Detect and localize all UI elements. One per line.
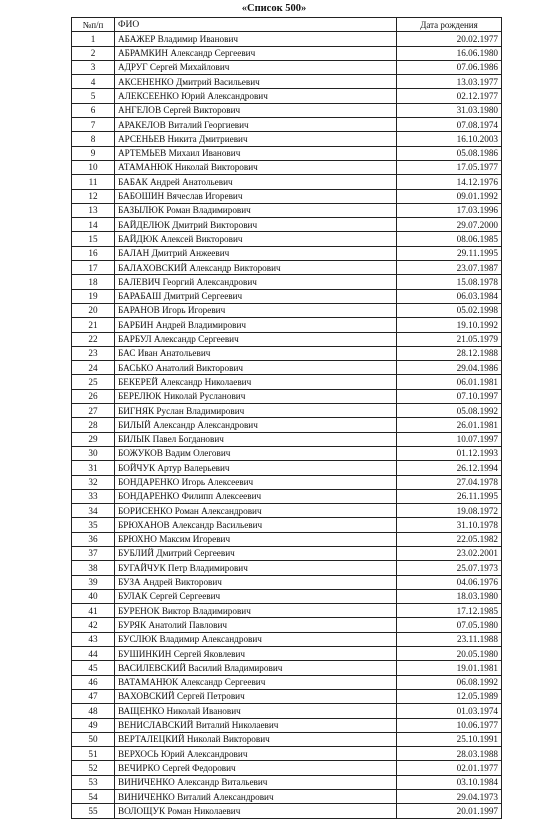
row-birth-date: 14.12.1976	[397, 175, 502, 189]
row-full-name: ВАЩЕНКО Николай Иванович	[115, 704, 397, 718]
table-row	[72, 475, 502, 489]
row-number: 50	[72, 732, 115, 746]
row-number: 40	[72, 589, 115, 603]
row-full-name: БАРБУЛ Александр Сергеевич	[115, 332, 397, 346]
row-birth-date: 31.10.1978	[397, 518, 502, 532]
table-row	[72, 303, 502, 317]
table-row	[72, 689, 502, 703]
row-full-name: ВЕРТАЛЕЦКИЙ Николай Викторович	[115, 732, 397, 746]
table-row	[72, 160, 502, 174]
row-full-name: ВИНИЧЕНКО Виталий Александрович	[115, 790, 397, 804]
row-birth-date: 23.11.1988	[397, 632, 502, 646]
row-number: 9	[72, 146, 115, 160]
column-header-number: №п/п	[72, 18, 115, 32]
row-birth-date: 27.04.1978	[397, 475, 502, 489]
row-number: 48	[72, 704, 115, 718]
row-birth-date: 01.03.1974	[397, 704, 502, 718]
row-number: 17	[72, 261, 115, 275]
table-row	[72, 604, 502, 618]
row-full-name: БУЗА Андрей Викторович	[115, 575, 397, 589]
row-number: 39	[72, 575, 115, 589]
row-number: 19	[72, 289, 115, 303]
row-number: 54	[72, 790, 115, 804]
table-row	[72, 289, 502, 303]
row-number: 33	[72, 489, 115, 503]
row-full-name: БОРИСЕНКО Роман Александрович	[115, 504, 397, 518]
row-full-name: АРСЕНЬЕВ Никита Дмитриевич	[115, 132, 397, 146]
row-number: 27	[72, 404, 115, 418]
row-number: 29	[72, 432, 115, 446]
row-birth-date: 17.03.1996	[397, 203, 502, 217]
row-birth-date: 23.02.2001	[397, 546, 502, 560]
table-row	[72, 232, 502, 246]
row-full-name: БРЮХНО Максим Игоревич	[115, 532, 397, 546]
row-full-name: БАС Иван Анатольевич	[115, 346, 397, 360]
row-number: 21	[72, 318, 115, 332]
row-birth-date: 10.06.1977	[397, 718, 502, 732]
table-row	[72, 103, 502, 117]
table-row	[72, 432, 502, 446]
row-full-name: БОЙЧУК Артур Валерьевич	[115, 461, 397, 475]
row-full-name: БОНДАРЕНКО Игорь Алексеевич	[115, 475, 397, 489]
row-full-name: АБРАМКИН Александр Сергеевич	[115, 46, 397, 60]
table-row	[72, 618, 502, 632]
row-full-name: БАЛАХОВСКИЙ Александр Викторович	[115, 261, 397, 275]
row-birth-date: 05.08.1992	[397, 404, 502, 418]
row-birth-date: 29.04.1986	[397, 361, 502, 375]
row-birth-date: 21.05.1979	[397, 332, 502, 346]
row-number: 11	[72, 175, 115, 189]
person-list-table	[71, 17, 502, 819]
row-full-name: БРЮХАНОВ Александр Васильевич	[115, 518, 397, 532]
row-birth-date: 16.10.2003	[397, 132, 502, 146]
row-full-name: БАРБИН Андрей Владимирович	[115, 318, 397, 332]
row-full-name: ВАСИЛЕВСКИЙ Василий Владимирович	[115, 661, 397, 675]
row-full-name: АТАМАНЮК Николай Викторович	[115, 160, 397, 174]
row-birth-date: 05.02.1998	[397, 303, 502, 317]
row-full-name: БУГАЙЧУК Петр Владимирович	[115, 561, 397, 575]
row-number: 28	[72, 418, 115, 432]
table-row	[72, 804, 502, 818]
table-row	[72, 132, 502, 146]
row-full-name: БУРЕНОК Виктор Владимирович	[115, 604, 397, 618]
row-number: 41	[72, 604, 115, 618]
row-full-name: БАЗЫЛЮК Роман Владимирович	[115, 203, 397, 217]
table-row	[72, 275, 502, 289]
row-birth-date: 17.05.1977	[397, 160, 502, 174]
row-birth-date: 07.06.1986	[397, 60, 502, 74]
row-number: 26	[72, 389, 115, 403]
table-row	[72, 218, 502, 232]
row-birth-date: 01.12.1993	[397, 446, 502, 460]
table-header-row	[72, 18, 502, 32]
row-full-name: БИЛЫЙ Александр Александрович	[115, 418, 397, 432]
row-birth-date: 07.10.1997	[397, 389, 502, 403]
row-full-name: ВЕЧИРКО Сергей Федорович	[115, 761, 397, 775]
table-row	[72, 404, 502, 418]
row-full-name: БУЛАК Сергей Сергеевич	[115, 589, 397, 603]
row-full-name: ВЕРХОСЬ Юрий Александрович	[115, 747, 397, 761]
row-full-name: БАЙДЮК Алексей Викторович	[115, 232, 397, 246]
table-row	[72, 189, 502, 203]
document-title: «Список 500»	[241, 3, 307, 14]
row-number: 34	[72, 504, 115, 518]
row-full-name: БАБОШИН Вячеслав Игоревич	[115, 189, 397, 203]
row-full-name: БЕРЕЛЮК Николай Русланович	[115, 389, 397, 403]
row-birth-date: 20.05.1980	[397, 647, 502, 661]
row-number: 43	[72, 632, 115, 646]
row-full-name: АКСЕНЕНКО Дмитрий Васильевич	[115, 75, 397, 89]
row-birth-date: 17.12.1985	[397, 604, 502, 618]
row-number: 1	[72, 32, 115, 46]
row-number: 44	[72, 647, 115, 661]
row-number: 31	[72, 461, 115, 475]
table-row	[72, 704, 502, 718]
row-number: 37	[72, 546, 115, 560]
row-birth-date: 12.05.1989	[397, 689, 502, 703]
table-row	[72, 32, 502, 46]
table-row	[72, 446, 502, 460]
row-birth-date: 06.08.1992	[397, 675, 502, 689]
row-number: 8	[72, 132, 115, 146]
row-birth-date: 22.05.1982	[397, 532, 502, 546]
table-row	[72, 332, 502, 346]
row-birth-date: 29.04.1973	[397, 790, 502, 804]
table-row	[72, 732, 502, 746]
table-row	[72, 346, 502, 360]
row-birth-date: 26.01.1981	[397, 418, 502, 432]
table-row	[72, 504, 502, 518]
row-number: 53	[72, 775, 115, 789]
row-full-name: БОНДАРЕНКО Филипп Алексеевич	[115, 489, 397, 503]
row-full-name: ВИНИЧЕНКО Александр Витальевич	[115, 775, 397, 789]
row-birth-date: 06.03.1984	[397, 289, 502, 303]
table-row	[72, 175, 502, 189]
row-full-name: БИЛЫК Павел Богданович	[115, 432, 397, 446]
row-birth-date: 03.10.1984	[397, 775, 502, 789]
row-number: 24	[72, 361, 115, 375]
row-number: 45	[72, 661, 115, 675]
row-number: 35	[72, 518, 115, 532]
row-number: 51	[72, 747, 115, 761]
row-number: 32	[72, 475, 115, 489]
row-full-name: БАЛЕВИЧ Георгий Александрович	[115, 275, 397, 289]
row-number: 6	[72, 103, 115, 117]
row-full-name: БОЖУКОВ Вадим Олегович	[115, 446, 397, 460]
row-birth-date: 26.12.1994	[397, 461, 502, 475]
row-number: 13	[72, 203, 115, 217]
table-row	[72, 575, 502, 589]
row-birth-date: 04.06.1976	[397, 575, 502, 589]
row-number: 38	[72, 561, 115, 575]
row-number: 5	[72, 89, 115, 103]
table-row	[72, 75, 502, 89]
table-row	[72, 246, 502, 260]
row-birth-date: 23.07.1987	[397, 261, 502, 275]
row-birth-date: 25.10.1991	[397, 732, 502, 746]
table-row	[72, 747, 502, 761]
table-row	[72, 375, 502, 389]
row-full-name: АДРУГ Сергей Михайлович	[115, 60, 397, 74]
row-number: 30	[72, 446, 115, 460]
row-birth-date: 15.08.1978	[397, 275, 502, 289]
row-birth-date: 06.01.1981	[397, 375, 502, 389]
table-row	[72, 518, 502, 532]
table-row	[72, 561, 502, 575]
row-full-name: БУРЯК Анатолий Павлович	[115, 618, 397, 632]
row-number: 15	[72, 232, 115, 246]
row-birth-date: 10.07.1997	[397, 432, 502, 446]
table-row	[72, 361, 502, 375]
row-number: 18	[72, 275, 115, 289]
row-birth-date: 09.01.1992	[397, 189, 502, 203]
table-row	[72, 118, 502, 132]
row-birth-date: 31.03.1980	[397, 103, 502, 117]
table-row	[72, 203, 502, 217]
row-birth-date: 28.12.1988	[397, 346, 502, 360]
column-header-birth-date: Дата рождения	[397, 18, 502, 32]
row-number: 7	[72, 118, 115, 132]
row-full-name: АБАЖЕР Владимир Иванович	[115, 32, 397, 46]
table-row	[72, 318, 502, 332]
row-full-name: БИГНЯК Руслан Владимирович	[115, 404, 397, 418]
row-number: 42	[72, 618, 115, 632]
row-number: 36	[72, 532, 115, 546]
row-number: 52	[72, 761, 115, 775]
row-number: 20	[72, 303, 115, 317]
table-row	[72, 790, 502, 804]
row-birth-date: 02.01.1977	[397, 761, 502, 775]
row-number: 4	[72, 75, 115, 89]
row-birth-date: 08.06.1985	[397, 232, 502, 246]
row-full-name: БУСЛЮК Владимир Александрович	[115, 632, 397, 646]
table-row	[72, 46, 502, 60]
row-full-name: АЛЕКСЕЕНКО Юрий Александрович	[115, 89, 397, 103]
row-number: 10	[72, 160, 115, 174]
row-birth-date: 29.07.2000	[397, 218, 502, 232]
table-row	[72, 261, 502, 275]
row-full-name: ВАТАМАНЮК Александр Сергеевич	[115, 675, 397, 689]
row-full-name: АНГЕЛОВ Сергей Викторович	[115, 103, 397, 117]
table-row	[72, 775, 502, 789]
row-number: 16	[72, 246, 115, 260]
row-full-name: ВАХОВСКИЙ Сергей Петрович	[115, 689, 397, 703]
row-number: 12	[72, 189, 115, 203]
row-full-name: БАРАБАШ Дмитрий Сергеевич	[115, 289, 397, 303]
table-row	[72, 647, 502, 661]
table-row	[72, 489, 502, 503]
row-number: 3	[72, 60, 115, 74]
row-full-name: БУШИНКИН Сергей Яковлевич	[115, 647, 397, 661]
row-full-name: БАЙДЕЛЮК Дмитрий Викторович	[115, 218, 397, 232]
row-birth-date: 29.11.1995	[397, 246, 502, 260]
row-birth-date: 05.08.1986	[397, 146, 502, 160]
table-row	[72, 418, 502, 432]
row-birth-date: 07.05.1980	[397, 618, 502, 632]
row-full-name: БАРАНОВ Игорь Игоревич	[115, 303, 397, 317]
table-row	[72, 718, 502, 732]
row-birth-date: 18.03.1980	[397, 589, 502, 603]
row-birth-date: 19.08.1972	[397, 504, 502, 518]
row-full-name: БАБАК Андрей Анатольевич	[115, 175, 397, 189]
row-full-name: АРТЕМЬЕВ Михаил Иванович	[115, 146, 397, 160]
row-full-name: АРАКЕЛОВ Виталий Георгиевич	[115, 118, 397, 132]
column-header-name: ФИО	[115, 18, 397, 32]
row-full-name: ВОЛОЩУК Роман Николаевич	[115, 804, 397, 818]
table-row	[72, 761, 502, 775]
table-row	[72, 546, 502, 560]
row-full-name: БУБЛИЙ Дмитрий Сергеевич	[115, 546, 397, 560]
table-row	[72, 661, 502, 675]
table-row	[72, 89, 502, 103]
row-number: 47	[72, 689, 115, 703]
row-full-name: БЕКЕРЕЙ Александр Николаевич	[115, 375, 397, 389]
row-birth-date: 28.03.1988	[397, 747, 502, 761]
row-birth-date: 13.03.1977	[397, 75, 502, 89]
row-birth-date: 20.01.1997	[397, 804, 502, 818]
row-full-name: ВЕНИСЛАВСКИЙ Виталий Николаевич	[115, 718, 397, 732]
row-number: 22	[72, 332, 115, 346]
row-number: 49	[72, 718, 115, 732]
row-birth-date: 02.12.1977	[397, 89, 502, 103]
table-row	[72, 632, 502, 646]
table-row	[72, 146, 502, 160]
row-number: 55	[72, 804, 115, 818]
row-birth-date: 07.08.1974	[397, 118, 502, 132]
row-full-name: БАЛАН Дмитрий Анжеевич	[115, 246, 397, 260]
row-number: 23	[72, 346, 115, 360]
row-birth-date: 16.06.1980	[397, 46, 502, 60]
row-birth-date: 26.11.1995	[397, 489, 502, 503]
row-number: 46	[72, 675, 115, 689]
row-birth-date: 20.02.1977	[397, 32, 502, 46]
row-full-name: БАСЬКО Анатолий Викторович	[115, 361, 397, 375]
table-row	[72, 60, 502, 74]
row-birth-date: 19.10.1992	[397, 318, 502, 332]
table-row	[72, 675, 502, 689]
row-birth-date: 25.07.1973	[397, 561, 502, 575]
table-row	[72, 461, 502, 475]
table-body	[72, 32, 502, 818]
row-number: 2	[72, 46, 115, 60]
table-row	[72, 589, 502, 603]
row-birth-date: 19.01.1981	[397, 661, 502, 675]
table-row	[72, 389, 502, 403]
table-row	[72, 532, 502, 546]
row-number: 25	[72, 375, 115, 389]
row-number: 14	[72, 218, 115, 232]
